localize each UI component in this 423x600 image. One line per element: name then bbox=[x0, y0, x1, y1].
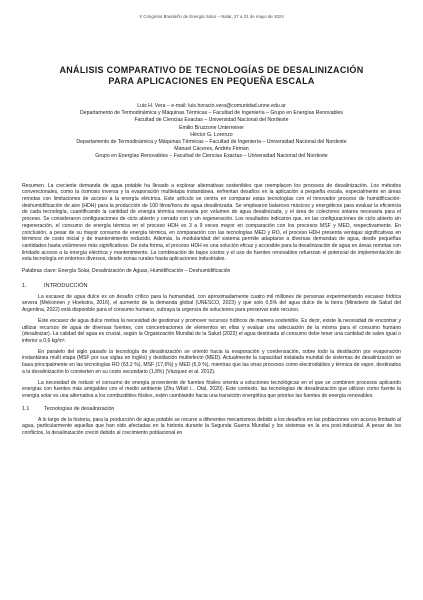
title-line: ANÁLISIS COMPARATIVO DE TECNOLOGÍAS DE DESALINIZACIÓN bbox=[59, 65, 364, 75]
title-line: PARA APLICACIONES EN PEQUEÑA ESCALA bbox=[108, 76, 315, 86]
affiliation-line: Grupo en Energías Renovables – Facultad de Ciencias Exactas – Universidad Nacional del Nordeste bbox=[95, 153, 328, 160]
conference-header: X Congreso Brasileño de Energía Solar – Natal, 27 a 31 de mayo de 2024 bbox=[139, 14, 284, 19]
abstract-text: La creciente demanda de agua potable ha llevado a explorar alternativas sostenibles que reemplacen los procesos de desalinización. Los métodos convencionales, como la ósmosis inversa y la evaporación multietapa instantánea, enfrentan desafíos en la aplicación a pequeña escala, especialmente en áreas remotas con limitaciones de acceso a la energía eléctrica. Este artículo se centra en comparar estas tecnologías con el innovador proceso de humidificación-deshumidificación de aire (HDH) para la producción de 100 litros/hora de agua desalinizada. Se emplearon balances másicos y energéticos para evaluar la eficiencia de cada tecnología, cuantificando la cantidad de energía térmica necesaria por volumen de agua desalinizada, y el área de colectores solares necesaria para el proceso. Se consideraron configuraciones de ciclo abierto y cerrado con y sin regeneración. Los resultados indicaron que, en las configuraciones de ciclo abierto sin regeneración, el consumo de energía térmica en el proceso HDH es 3 a 9 veces mayor en comparación con los procesos MSF y MED, respectivamente. En conclusión, a pesar de su mayor consumo de energía térmica, en comparación con las tecnologías MED y RO, el proceso HDH presenta ventajas significativas en términos de costo inicial y de mantenimiento reducido. Además, la modularidad del sistema permite adaptarse a diversas demandas de agua, desde pequeñas cantidades hasta volúmenes más significativos. De esta forma, el proceso HDH es una solución eficaz y accesible para la desalinización de agua en áreas remotas con limitado acceso a la energía eléctrica y mantenimiento. La combinación de bajos costos y el uso de fuentes renovables refuerzan el potencial de implementación de esta tecnología en entornos diversos, desde zonas rurales hasta aplicaciones industriales. bbox=[22, 182, 401, 263]
paper-title bbox=[22, 65, 401, 87]
section-heading bbox=[22, 283, 401, 290]
abstract-label: Resumen. bbox=[22, 182, 46, 189]
keywords: Palabras clave: Energía Solar, Desalinización de Aguas, Humidificación – Deshumidificación bbox=[22, 268, 231, 275]
body-paragraph: A lo largo de la historia, para la producción de agua potable se recurre a diferentes mecanismos debido a los desafíos en las poblaciones con acceso limitado al agua, particularmente aquellas que han sido afectadas en la historia durante la Segunda Guerra Mundial y los sistemas en la era post-industrial. A pesar de los conflictos, la desalinización creció debido al crecimiento poblacional en bbox=[22, 416, 401, 437]
affiliation-line: Departamento de Termodinámica y Máquinas Térmicas – Facultad de Ingeniería – Universidad Nacional del Nordeste bbox=[76, 139, 347, 146]
subsection-heading bbox=[22, 406, 401, 413]
affiliation-line: Departamento de Termodinámica y Máquinas Térmicas – Facultad de Ingeniería – Grupo en Energías Renovables bbox=[79, 110, 344, 117]
body-paragraph: La necesidad de reducir el consumo de energía proveniente de fuentes fósiles orienta a soluciones tecnológicas en el que se combinen procesos aplicando energías con fuentes más amigables con el medio ambiente (Zhu Wbid i... Otal, 2020). Este contexto, las tecnologías de desalinización que utilizan como fuente la energía solar es una alternativa a los combustibles fósiles, estén cambiando hacia una transición energética que priorice las fuentes de energía renovables. bbox=[22, 379, 401, 399]
body-paragraph: La escasez de agua dulce es un desafío crítico para la humanidad, con aproximadamente cuatro mil millones de personas experimentando escasez hídrica severa (Mekonnen y Hoekstra, 2016), el aumento de la demanda global (UNESCO, 2023) y que solo 0,5% del agua dulce de la tierra (Ministerio de Salud del Argentina, 2022) está disponible para el consumo humano, subraya la urgencia de soluciones para preservar este recurso. bbox=[22, 293, 401, 314]
author-block bbox=[22, 103, 401, 161]
section-title: INTRODUCCIÓN bbox=[44, 282, 88, 289]
section-number: 1. bbox=[22, 282, 27, 289]
author-line: Héctor G. Lorenzo bbox=[190, 131, 233, 138]
affiliation-line: Facultad de Ciencias Exactas – Universidad Nacional del Nordeste bbox=[134, 117, 289, 124]
author-line: Emilio Bruzzone Unterreiner bbox=[179, 124, 244, 131]
abstract bbox=[22, 183, 401, 263]
author-line: Luis H. Vera – e-mail: luis.horacio.vera@comunidad.unne.edu.ar bbox=[137, 103, 286, 109]
body-paragraph: En paralelo del siglo pasado la tecnología de desalinización se orientó hacia la evaporación y condensación, sobre todo la destilación por evaporación instantánea multi etapa (MSF por sus siglas en inglés) y destilación multiefecto (MED). Actualmente la capacidad instalada mundial de sistemas de desalinización se basa principalmente en las tecnologías RO (63,2 %), MSF (17,6%) y MED (6,9 %), mientras que las otras procesos como electrodiálisis y térmica de vapor, destinados a la desalinización lo convierten en su costo secundario (1,8%) (Vázquez et al. 2012). bbox=[22, 348, 401, 375]
subsection-number: 1.1 bbox=[22, 405, 30, 412]
author-line: Manuel Cáceres, Andrés Firman bbox=[174, 146, 249, 153]
subsection-title: Tecnologías de desalinización bbox=[44, 405, 115, 412]
body-paragraph: Este escasez de agua dulce motiva la necesidad de gestionar y promover recursos hídricos de manera sostenible. Es decir, existe la necesidad de encontrar y utilizar recursos de agua de diversas fuentes, con concentraciones de elementos en ellas y evaluar una adecuación de la misma para el consumo humano (desalinizar). La calidad del agua es crucial, según la Organización Mundial de la Salud (2022) el agua destinada al consumo debe tener una cantidad de sales igual o inferior a 0,6 kg/m³. bbox=[22, 317, 401, 344]
